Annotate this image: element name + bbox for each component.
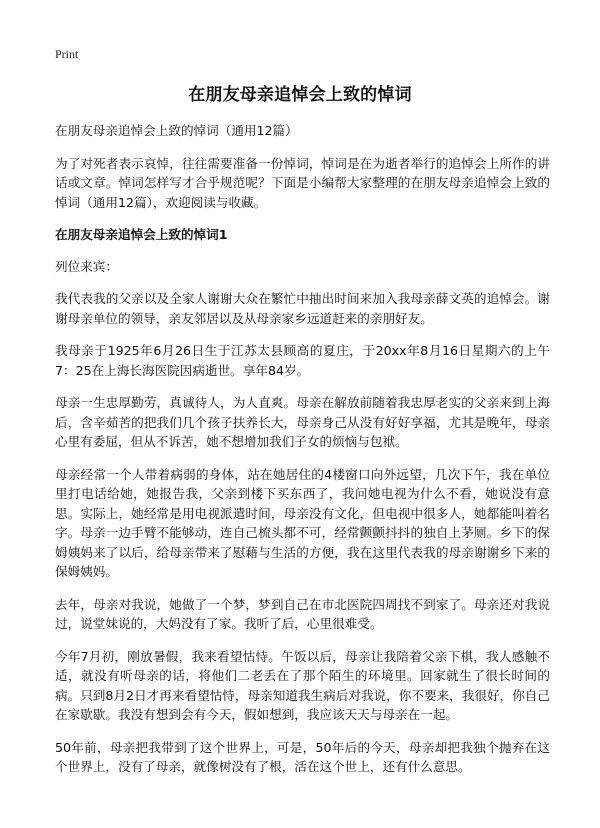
paragraph: 我代表我的父亲以及全家人谢谢大众在繁忙中抽出时间来加入我母亲薛文英的追悼会。谢谢母亲单位的领导，亲友邻居以及从母亲家乡远道赶来的亲朋好友。 bbox=[55, 291, 550, 326]
paragraph-greeting: 列位来宾： bbox=[55, 258, 118, 274]
paragraph: 50年前，母亲把我带到了这个世界上，可是，50年后的今天，母亲却把我独个抛弃在这个世界上，没有了母亲，就像树没有了根，活在这个世上，还有什么意思。 bbox=[55, 739, 550, 774]
section-heading: 在朋友母亲追悼会上致的悼词1 bbox=[55, 227, 228, 242]
subtitle: 在朋友母亲追悼会上致的悼词（通用12篇） bbox=[55, 123, 298, 138]
paragraph: 去年，母亲对我说，她做了一个梦，梦到自己在市北医院四周找不到家了。母亲还对我说过，说堂妹说的，大妈没有了家。我听了后，心里很难受。 bbox=[55, 596, 550, 631]
print-link[interactable]: Print bbox=[55, 47, 79, 61]
intro-paragraph: 为了对死者表示哀悼，往往需要准备一份悼词，悼词是在为逝者举行的追悼会上所作的讲话或文章。悼词怎样写才合乎规范呢？下面是小编帮大家整理的在朋友母亲追悼会上致的悼词（通用12篇），欢迎阅读与收藏。 bbox=[55, 155, 550, 210]
article-body bbox=[55, 121, 550, 790]
paragraph: 母亲一生忠厚勤劳，真诚待人，为人直爽。母亲在解放前随着我忠厚老实的父亲来到上海后，含辛茹苦的把我们几个孩子扶养长大，母亲身己从没有好好享福，尤其是晚年，母亲心里有委屈，但从不诉苦，她不想增加我们子女的烦恼与包袱。 bbox=[55, 395, 550, 449]
paragraph: 母亲经常一个人带着病弱的身体，站在她居住的4楼窗口向外远望，几次下午，我在单位里打电话给她，她报告我，父亲到楼下买东西了，我问她电视为什么不看，她说没有意思。实际上，她经常是用电视派遣时间，母亲没有文化，但电视中很多人，她都能叫着名字。母亲一边手臂不能够动，连自己梳头都不可，经常颤颤抖抖的独自上茅厕。乡下的保姆姨妈来了以后，给母亲带来了慰藉与生活的方便，我在这里代表我的母亲谢谢乡下来的保姆姨妈。 bbox=[55, 466, 550, 579]
paragraph: 我母亲于1925年6月26日生于江苏太县顾高的夏庄，于20xx年8月16日星期六的上午7：25在上海长海医院因病逝世。享年84岁。 bbox=[55, 343, 550, 378]
page-title: 在朋友母亲追悼会上致的悼词 bbox=[188, 85, 412, 105]
paragraph: 今年7月初，刚放暑假，我来看望怙恃。午饭以后，母亲让我陪着父亲下棋，我人感触不适，就没有听母亲的话，将他们二老丢在了那个陌生的环境里。回家就生了很长时间的病。只到8月2日才再来看望怙恃，母亲知道我生病后对我说，你不要来，我很好，你自己在家歇歇。我没有想到会有今天，假如想到，我应该天天与母亲在一起。 bbox=[55, 648, 550, 722]
